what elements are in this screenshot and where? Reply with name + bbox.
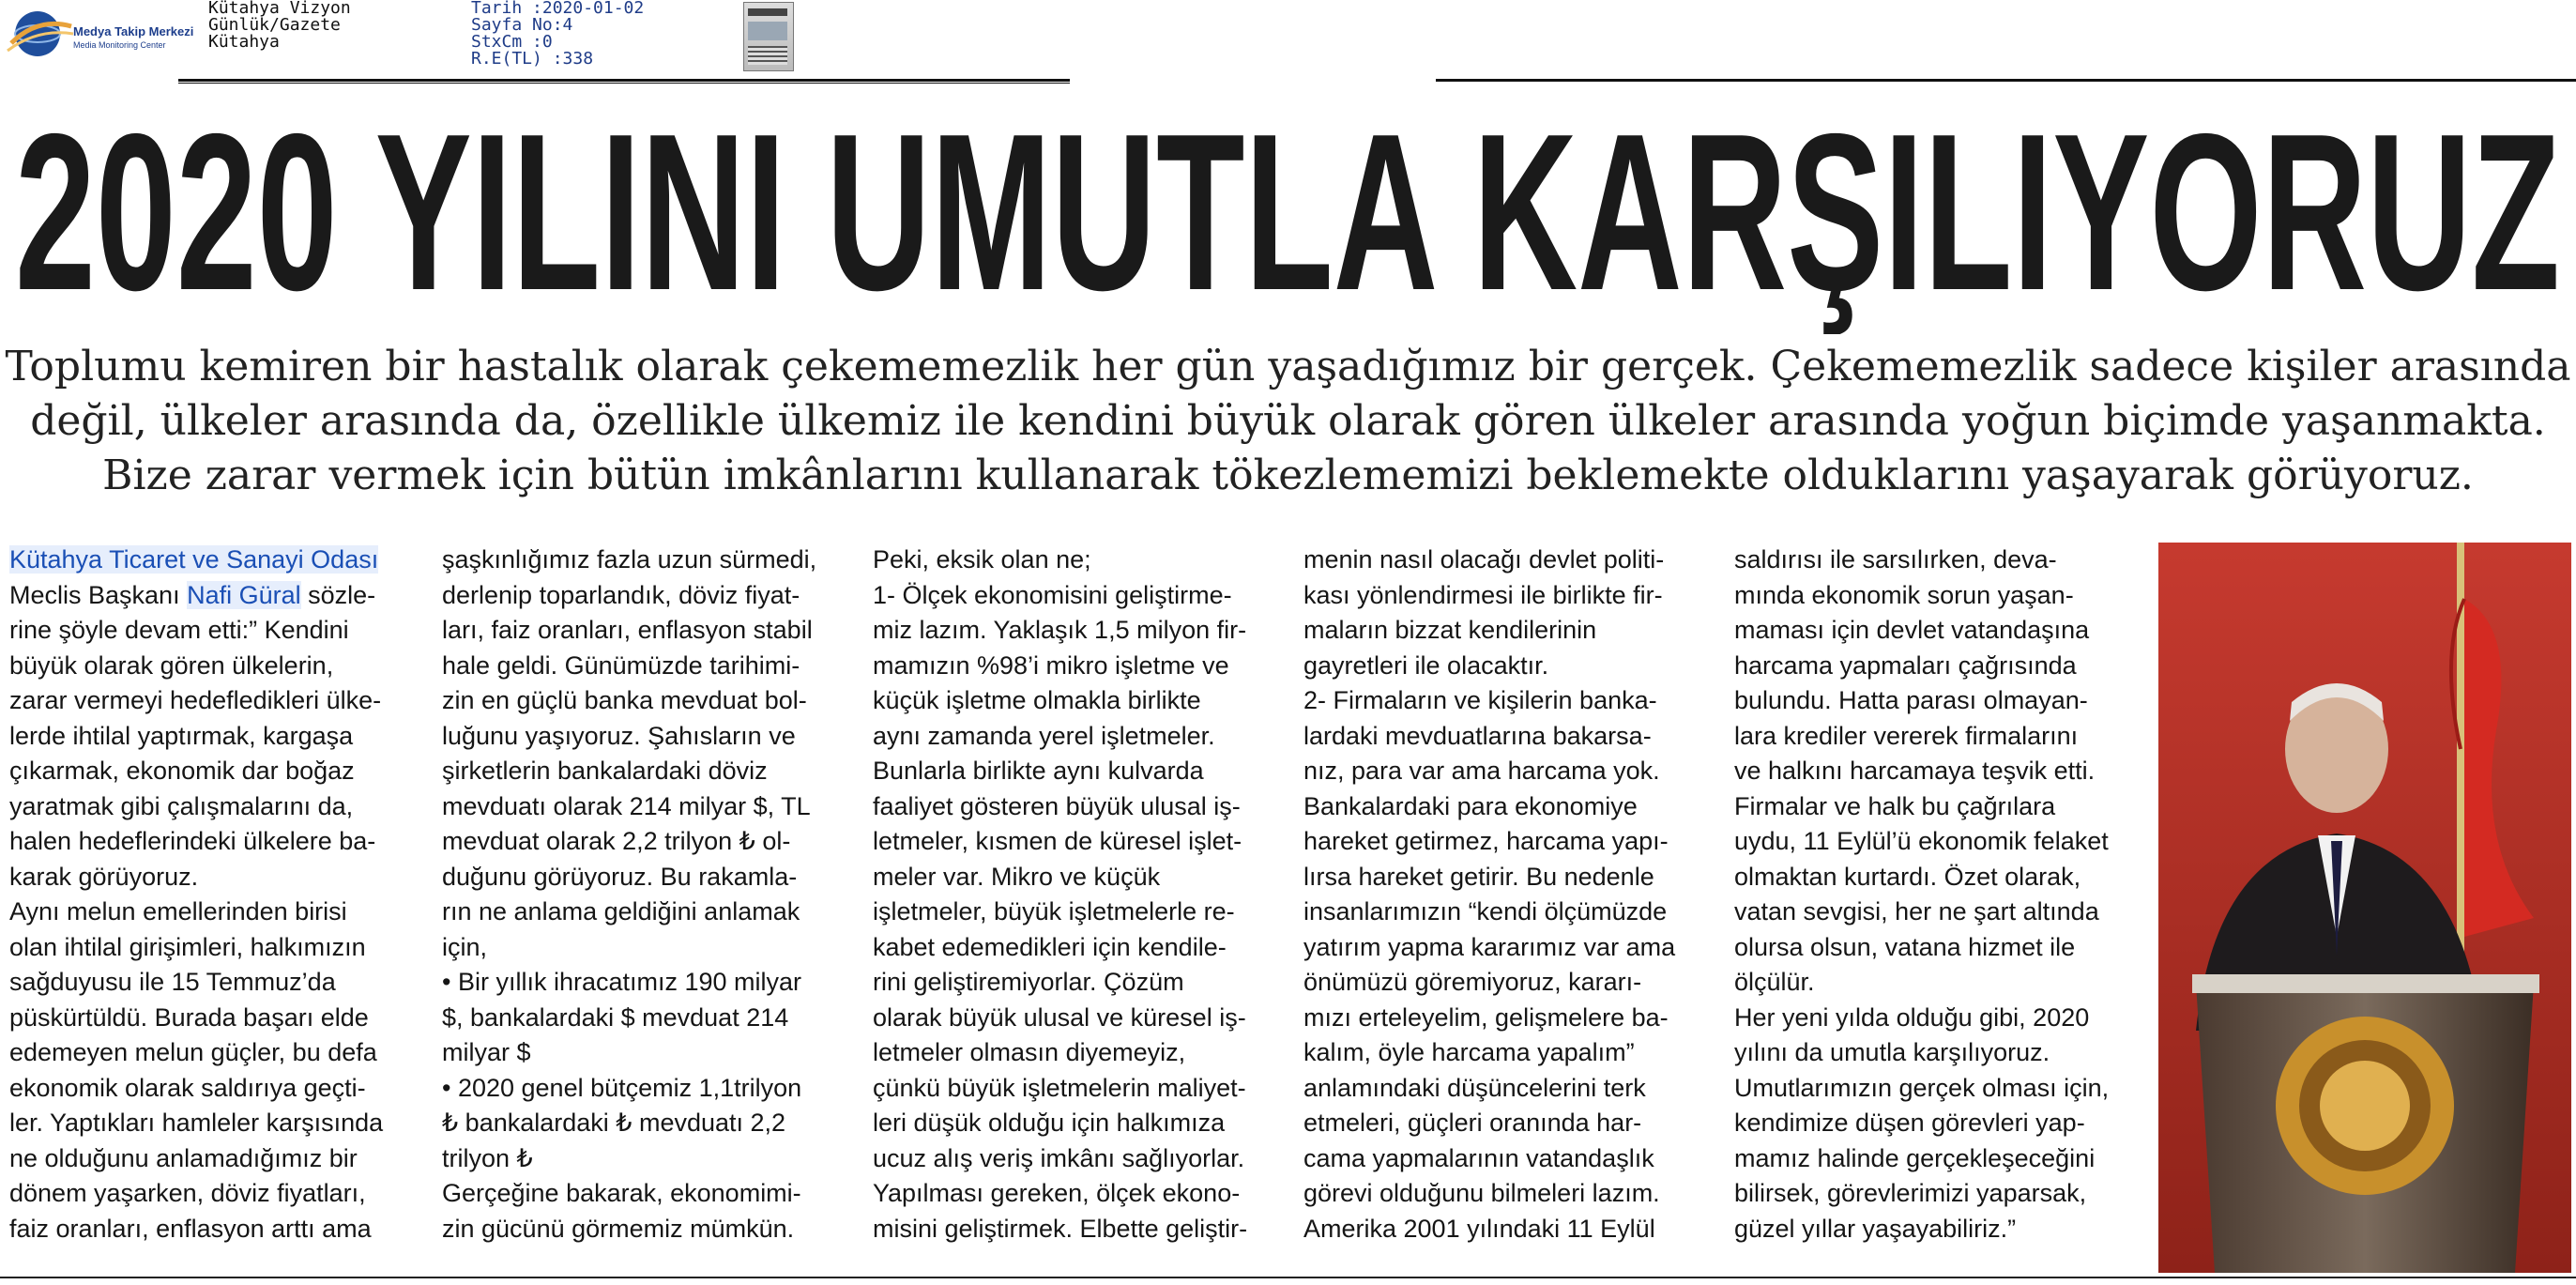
column-line: zin en güçlü banka mevduat bol- [442,686,807,714]
column-line: kendimize düşen görevleri yap- [1734,1109,2085,1137]
column-line: lırsa hareket getirir. Bu nedenle [1303,862,1654,891]
column-line: dönem yaşarken, döviz fiyatları, [9,1179,366,1207]
meta-stxcm: StxCm :0 [471,32,553,52]
column-line: olan ihtilal girişimleri, halkımızın [9,932,366,961]
column-line: edemeyen melun güçler, bu defa [9,1038,377,1066]
publication-name: Kütahya Vizyon [208,0,351,18]
column-line: mevduat olarak 2,2 trilyon ₺ ol- [442,827,791,855]
header-rule-right [1436,79,2576,82]
column-line: yılını da umutla karşılıyoruz. [1734,1038,2050,1066]
column-line: saldırısı ile sarsılırken, deva- [1734,545,2057,574]
column-line: yatırım yapma kararımız var ama [1303,932,1676,961]
column-line: Aynı melun emellerinden birisi [9,897,347,926]
logo-subtitle: Media Monitoring Center [73,40,166,50]
meta-re: R.E(TL) :338 [471,49,594,69]
standfirst-line: değil, ülkeler arasında da, özellikle ülkemiz ile kendini büyük olarak gören ülkeler arasında yoğun biçimde yaşanmakta. [30,397,2546,445]
column-line: luğunu yaşıyoruz. Şahısların ve [442,721,796,750]
article-column-1 [9,543,415,1247]
column-line: görevi olduğunu bilmeleri lazım. [1303,1179,1660,1207]
column-line: aynı zamanda yerel işletmeler. [873,721,1215,750]
column-line: rın ne anlama geldiğini anlamak [442,897,800,926]
column-line: gayretleri ile olacaktır. [1303,650,1549,680]
column-line: ve halkını harcamaya teşvik etti. [1734,757,2096,785]
column-line: püskürtüldü. Burada başarı elde [9,1002,369,1032]
column-line: Peki, eksik olan ne; [873,545,1091,574]
column-line [9,578,415,614]
column-line: kası yönlendirmesi ile birlikte fir- [1303,580,1663,609]
column-line: leri düşük olduğu için halkımıza [873,1109,1226,1137]
headline-text: 2020 YILINI UMUTLA KARŞILIYORUZ [15,90,2560,334]
column-line: Yapılması gereken, ölçek ekono- [873,1179,1241,1207]
column-line: yaratmak gibi çalışmalarını da, [9,791,354,820]
column-line: menin nasıl olacağı devlet politi- [1303,545,1665,574]
column-line: harcama yapmaları çağrısında [1734,650,2077,680]
column-line: önümüzü göremiyoruz, kararı- [1303,968,1642,996]
article-column-4 [1303,543,1709,1247]
column-body [9,613,415,1247]
column-line: rine şöyle devam etti:” Kendini [9,616,349,644]
page-thumbnail [743,2,794,71]
column-line: bilirsek, görevlerimizi yaparsak, [1734,1179,2087,1207]
column-line: Bunlarla birlikte aynı kulvarda [873,757,1204,785]
column-line: küçük işletme olmakla birlikte [873,686,1201,714]
column-line: $, bankalardaki $ mevduat 214 [442,1002,789,1032]
column-line: Her yeni yılda olduğu gibi, 2020 [1734,1002,2090,1032]
column-line: faaliyet gösteren büyük ulusal iş- [873,791,1241,820]
column-line: lardaki mevduatlarına bakarsa- [1303,721,1652,750]
column-line: meler var. Mikro ve küçük [873,862,1161,891]
column-line: vatan sevgisi, her ne şart altında [1734,897,2099,926]
column-line: nız, para var ama harcama yok. [1303,757,1660,785]
publication-city: Kütahya [208,32,280,52]
column-line: rini geliştiremiyorlar. Çözüm [873,968,1184,996]
column-line: şirketlerin bankalardaki döviz [442,757,768,785]
column-line: etmeleri, güçleri oranında har- [1303,1109,1642,1137]
column-line: letmeler olmasın diyemeyiz, [873,1038,1186,1066]
meta-page: Sayfa No:4 [471,15,573,35]
column-line: letmeler, kısmen de küresel işlet- [873,827,1242,855]
column-line: zarar vermeyi hedefledikleri ülke- [9,686,382,714]
column-line: maların bizzat kendilerinin [1303,616,1597,644]
column-line: kabet edemedikleri için kendile- [873,932,1227,961]
bottom-rule [0,1277,2576,1278]
column-line: sağduyusu ile 15 Temmuz’da [9,968,336,996]
column-line: ler. Yaptıkları hamleler karşısında [9,1109,384,1137]
column-line: ekonomik olarak saldırıya geçti- [9,1073,366,1102]
column-line: Gerçeğine bakarak, ekonomimi- [442,1179,801,1207]
column-line: ₺ bankalardaki ₺ mevduatı 2,2 [442,1109,786,1137]
column-line: trilyon ₺ [442,1143,533,1172]
column-line: için, [442,932,488,961]
column-line: maması için devlet vatandaşına [1734,616,2090,644]
column-line: kalım, öyle harcama yapalım” [1303,1038,1635,1066]
article-column-3 [873,543,1278,1247]
column-line: ölçülür. [1734,968,1815,996]
standfirst-line: Bize zarar vermek için bütün imkânlarını kullanarak tökezlememizi beklemekte olduklarını yaşayarak görüyoruz. [102,451,2474,499]
column-line: işletmeler, büyük işletmelerle re- [873,897,1235,926]
article-photo [2158,543,2571,1273]
column-line: zin gücünü görmemiz mümkün. [442,1214,795,1243]
standfirst [0,340,2576,503]
column-line: ucuz alış veriş imkânı sağlıyorlar. [873,1143,1245,1172]
column-line: miz lazım. Yaklaşık 1,5 milyon fir- [873,616,1247,644]
column-line: mızı erteleyelim, gelişmelere ba- [1303,1002,1669,1032]
column-line: şaşkınlığımız fazla uzun sürmedi, [442,545,817,574]
column-line: • 2020 genel bütçemiz 1,1trilyon [442,1073,802,1102]
article-column-5 [1734,543,2140,1247]
column-line: mevduatı olarak 214 milyar $, TL [442,791,811,820]
column-line: olursa olsun, vatana hizmet ile [1734,932,2076,961]
column-line: duğunu görüyoruz. Bu rakamla- [442,862,798,891]
globe-logo-icon [6,6,81,60]
column-line: faiz oranları, enflasyon arttı ama [9,1214,372,1243]
publication-type: Günlük/Gazete [208,15,341,35]
logo-name: Medya Takip Merkezi [73,24,194,38]
column-line: milyar $ [442,1038,531,1066]
column-line: bulundu. Hatta parası olmayan- [1734,686,2088,714]
column-line: hale geldi. Günümüzde tarihimi- [442,650,800,680]
column-line: olarak büyük ulusal ve küresel iş- [873,1002,1246,1032]
column-line: • Bir yıllık ihracatımız 190 milyar [442,968,802,996]
column-line: çünkü büyük işletmelerin maliyet- [873,1073,1246,1102]
text-run: Meclis Başkanı [9,580,188,609]
column-line: ları, faiz oranları, enflasyon stabil [442,616,813,644]
column-line: çıkarmak, ekonomik dar boğaz [9,757,355,785]
standfirst-line: Toplumu kemiren bir hastalık olarak çekememezlik her gün yaşadığımız bir gerçek. Çekememezlik sadece kişiler arasında [5,343,2571,390]
column-line: lara krediler vererek firmalarını [1734,721,2079,750]
header-rule-thin [178,83,1070,84]
column-line: Amerika 2001 yılındaki 11 Eylül [1303,1214,1655,1243]
column-line: uydu, 11 Eylül’ü ekonomik felaket [1734,827,2109,855]
column-line: karak görüyoruz. [9,862,199,891]
column-line: mında ekonomik sorun yaşan- [1734,580,2074,609]
column-line: Bankalardaki para ekonomiye [1303,791,1638,820]
column-line: büyük olarak gören ülkelerin, [9,650,334,680]
highlight-org: Kütahya Ticaret ve Sanayi Odası [9,545,379,574]
column-line: derlenip toparlandık, döviz fiyat- [442,580,800,609]
column-line: Firmalar ve halk bu çağrılara [1734,791,2056,820]
column-line: anlamındaki düşüncelerini terk [1303,1073,1646,1102]
column-line [9,543,415,578]
article-column-2 [442,543,847,1247]
column-line: Umutlarımızın gerçek olması için, [1734,1073,2110,1102]
text-run: sözle- [300,580,376,609]
header-rule [178,79,1070,82]
column-line: hareket getirmez, harcama yapı- [1303,827,1669,855]
column-line: mamızın %98’i mikro işletme ve [873,650,1229,680]
column-line: mamız halinde gerçekleşeceğini [1734,1143,2096,1172]
column-line: ne olduğunu anlamadığımız bir [9,1143,358,1172]
column-line: halen hedeflerindeki ülkelere ba- [9,827,376,855]
column-line: misini geliştirmek. Elbette geliştir- [873,1214,1248,1243]
meta-date: Tarih :2020-01-02 [471,0,645,18]
headline [0,90,2576,334]
column-line: insanlarımızın “kendi ölçümüzde [1303,897,1668,926]
column-line: lerde ihtilal yaptırmak, kargaşa [9,721,354,750]
column-line: cama yapmalarının vatandaşlık [1303,1143,1654,1172]
column-line: olmaktan kurtardı. Özet olarak, [1734,862,2081,891]
highlight-person: Nafi Güral [187,580,301,609]
column-line: güzel yıllar yaşayabiliriz.” [1734,1214,2017,1243]
column-line: 1- Ölçek ekonomisini geliştirme- [873,580,1232,609]
column-line: 2- Firmaların ve kişilerin banka- [1303,686,1657,714]
